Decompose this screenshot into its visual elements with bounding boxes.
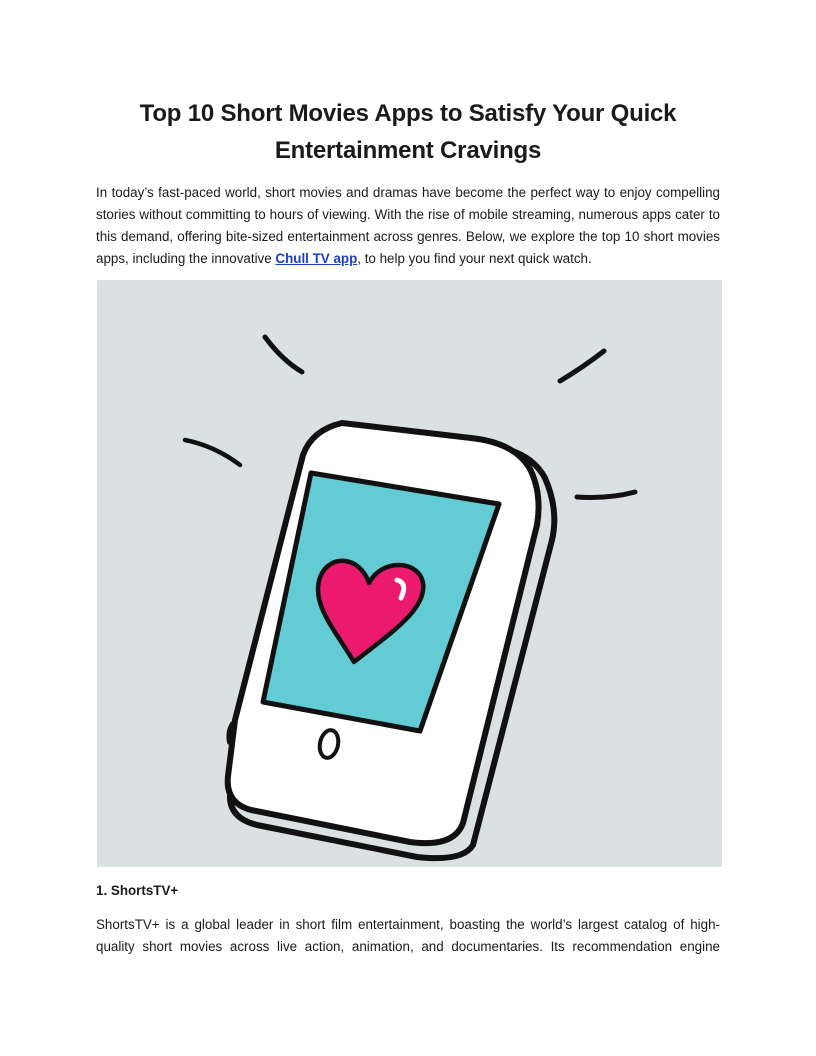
motion-line	[185, 440, 240, 465]
smartphone-heart-illustration	[97, 280, 722, 867]
intro-paragraph	[96, 182, 720, 270]
phone-side-button	[229, 724, 233, 742]
intro-text-end: , to help you find your next quick watch.	[357, 251, 592, 266]
motion-line	[577, 492, 635, 497]
intro-text: In today’s fast-paced world, short movies and dramas have become the perfect way to enjoy compelling stories without committing to hours of viewing. With the rise of mobile streaming, numerous apps cater to this demand, offering bite-sized entertainment across genres. Below, we explore the top 10 short movies apps, including the innovative	[96, 185, 720, 266]
section-body-shortstv: ShortsTV+ is a global leader in short film entertainment, boasting the world’s largest catalog of high-quality short movies across live action, animation, and documentaries. Its recommendation engine	[96, 917, 720, 954]
smartphone-heart-icon	[97, 280, 722, 867]
chull-tv-app-link[interactable]: Chull TV app	[275, 251, 358, 266]
motion-line	[265, 337, 302, 372]
section-heading-shortstv: 1. ShortsTV+	[96, 883, 179, 898]
motion-line	[560, 351, 604, 381]
page-title: Top 10 Short Movies Apps to Satisfy Your Quick Entertainment Cravings	[139, 100, 677, 164]
